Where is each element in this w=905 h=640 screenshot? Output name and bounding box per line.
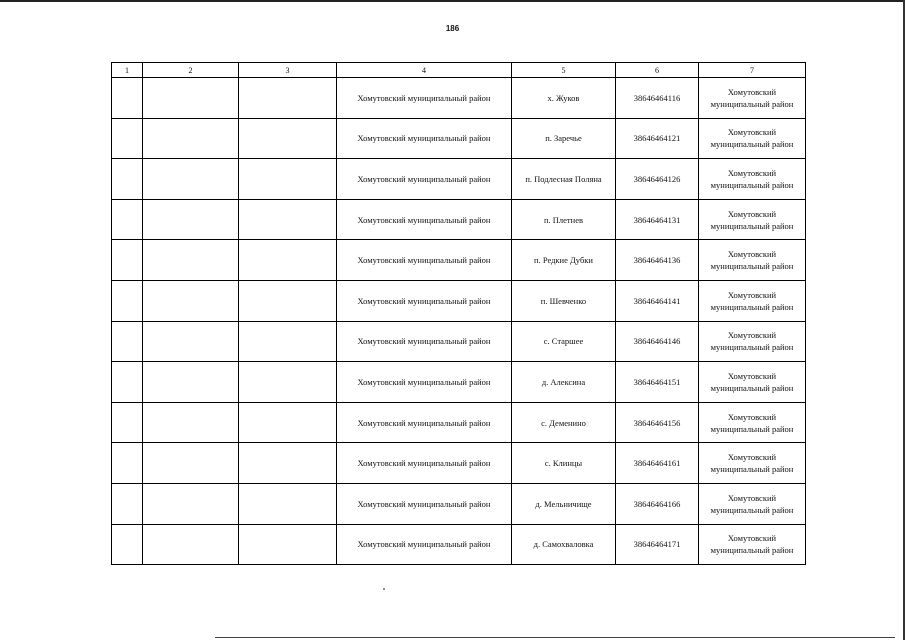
district-cell: Хомутовский муниципальный район <box>337 402 512 443</box>
municipality-cell: Хомутовский муниципальный район <box>699 402 806 443</box>
district-cell: Хомутовский муниципальный район <box>337 199 512 240</box>
district-cell: Хомутовский муниципальный район <box>337 483 512 524</box>
column-3-cell <box>239 524 337 565</box>
scan-edge-top <box>0 0 905 2</box>
column-2-cell <box>143 199 239 240</box>
table-row <box>112 280 806 321</box>
row-number-cell <box>112 118 143 159</box>
district-cell: Хомутовский муниципальный район <box>337 524 512 565</box>
oktmo-code-cell: 38646464141 <box>616 280 699 321</box>
oktmo-code-cell: 38646464171 <box>616 524 699 565</box>
column-3-cell <box>239 118 337 159</box>
settlement-cell: п. Заречье <box>512 118 616 159</box>
column-3-cell <box>239 280 337 321</box>
page-number: 186 <box>445 24 460 33</box>
column-header: 5 <box>512 63 616 78</box>
table-row <box>112 321 806 362</box>
oktmo-code-cell: 38646464161 <box>616 443 699 484</box>
column-2-cell <box>143 240 239 281</box>
settlement-cell: д. Мельничище <box>512 483 616 524</box>
district-cell: Хомутовский муниципальный район <box>337 280 512 321</box>
row-number-cell <box>112 443 143 484</box>
row-number-cell <box>112 362 143 403</box>
table-row <box>112 240 806 281</box>
column-3-cell <box>239 78 337 119</box>
table-row <box>112 78 806 119</box>
table-row <box>112 483 806 524</box>
settlement-cell: п. Шевченко <box>512 280 616 321</box>
data-table <box>111 62 806 565</box>
oktmo-code-cell: 38646464126 <box>616 159 699 200</box>
row-number-cell <box>112 240 143 281</box>
table-row <box>112 402 806 443</box>
oktmo-code-cell: 38646464136 <box>616 240 699 281</box>
settlement-cell: с. Клинцы <box>512 443 616 484</box>
municipality-cell: Хомутовский муниципальный район <box>699 524 806 565</box>
row-number-cell <box>112 159 143 200</box>
row-number-cell <box>112 402 143 443</box>
row-number-cell <box>112 199 143 240</box>
table-row <box>112 118 806 159</box>
settlement-cell: с. Старшее <box>512 321 616 362</box>
settlement-cell: д. Алексина <box>512 362 616 403</box>
column-3-cell <box>239 321 337 362</box>
oktmo-code-cell: 38646464146 <box>616 321 699 362</box>
column-3-cell <box>239 240 337 281</box>
municipality-cell: Хомутовский муниципальный район <box>699 280 806 321</box>
column-2-cell <box>143 524 239 565</box>
settlement-cell: х. Жуков <box>512 78 616 119</box>
table-row <box>112 159 806 200</box>
oktmo-code-cell: 38646464121 <box>616 118 699 159</box>
row-number-cell <box>112 280 143 321</box>
column-2-cell <box>143 118 239 159</box>
column-3-cell <box>239 159 337 200</box>
settlement-cell: д. Самохваловка <box>512 524 616 565</box>
district-cell: Хомутовский муниципальный район <box>337 362 512 403</box>
oktmo-code-cell: 38646464151 <box>616 362 699 403</box>
scan-speck <box>383 588 385 590</box>
municipality-cell: Хомутовский муниципальный район <box>699 159 806 200</box>
table-row <box>112 362 806 403</box>
district-cell: Хомутовский муниципальный район <box>337 78 512 119</box>
table-row <box>112 199 806 240</box>
district-cell: Хомутовский муниципальный район <box>337 118 512 159</box>
municipality-cell: Хомутовский муниципальный район <box>699 443 806 484</box>
row-number-cell <box>112 483 143 524</box>
column-2-cell <box>143 443 239 484</box>
oktmo-code-cell: 38646464116 <box>616 78 699 119</box>
settlement-cell: п. Подлесная Поляна <box>512 159 616 200</box>
municipality-cell: Хомутовский муниципальный район <box>699 199 806 240</box>
column-header: 1 <box>112 63 143 78</box>
settlement-cell: п. Плетнев <box>512 199 616 240</box>
district-cell: Хомутовский муниципальный район <box>337 159 512 200</box>
column-3-cell <box>239 199 337 240</box>
column-3-cell <box>239 443 337 484</box>
table-row <box>112 524 806 565</box>
column-header: 6 <box>616 63 699 78</box>
header-row <box>112 63 806 78</box>
column-3-cell <box>239 402 337 443</box>
table-body <box>112 78 806 565</box>
settlement-cell: с. Деменино <box>512 402 616 443</box>
column-2-cell <box>143 321 239 362</box>
column-2-cell <box>143 280 239 321</box>
oktmo-code-cell: 38646464156 <box>616 402 699 443</box>
municipality-cell: Хомутовский муниципальный район <box>699 118 806 159</box>
municipality-cell: Хомутовский муниципальный район <box>699 321 806 362</box>
district-cell: Хомутовский муниципальный район <box>337 321 512 362</box>
table-row <box>112 443 806 484</box>
column-3-cell <box>239 362 337 403</box>
row-number-cell <box>112 78 143 119</box>
column-header: 4 <box>337 63 512 78</box>
oktmo-code-cell: 38646464166 <box>616 483 699 524</box>
column-2-cell <box>143 362 239 403</box>
column-header: 3 <box>239 63 337 78</box>
district-cell: Хомутовский муниципальный район <box>337 240 512 281</box>
column-header: 2 <box>143 63 239 78</box>
column-header: 7 <box>699 63 806 78</box>
column-2-cell <box>143 78 239 119</box>
district-cell: Хомутовский муниципальный район <box>337 443 512 484</box>
municipality-cell: Хомутовский муниципальный район <box>699 240 806 281</box>
column-2-cell <box>143 159 239 200</box>
oktmo-code-cell: 38646464131 <box>616 199 699 240</box>
row-number-cell <box>112 321 143 362</box>
scan-edge-bottom <box>215 637 895 638</box>
municipality-cell: Хомутовский муниципальный район <box>699 362 806 403</box>
municipality-cell: Хомутовский муниципальный район <box>699 483 806 524</box>
settlement-cell: п. Редкие Дубки <box>512 240 616 281</box>
municipality-cell: Хомутовский муниципальный район <box>699 78 806 119</box>
column-3-cell <box>239 483 337 524</box>
column-2-cell <box>143 483 239 524</box>
column-2-cell <box>143 402 239 443</box>
row-number-cell <box>112 524 143 565</box>
